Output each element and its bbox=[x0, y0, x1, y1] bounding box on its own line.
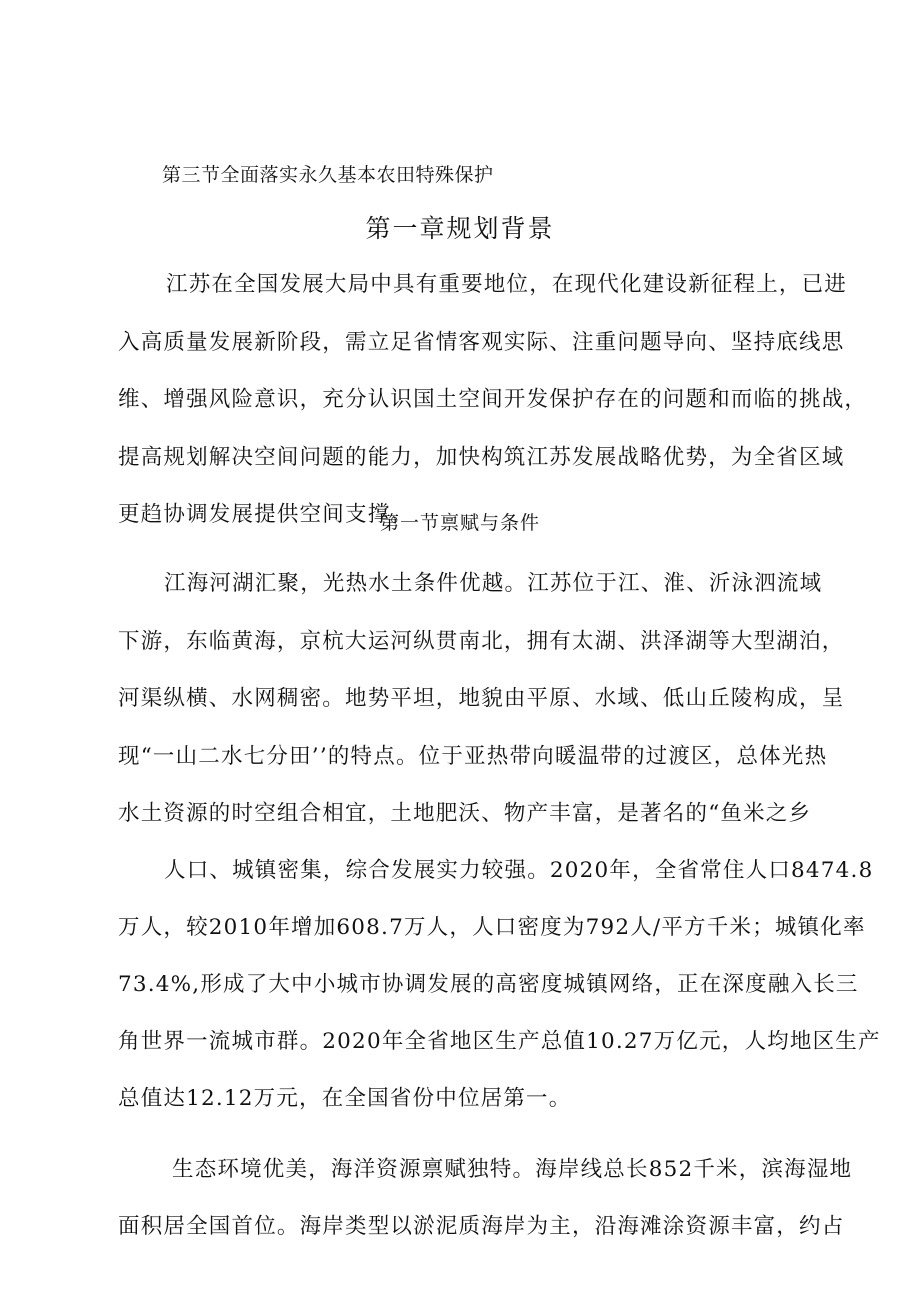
paragraph-line: 角世界一流城市群。2020年全省地区生产总值10.27万亿元，人均地区生产 bbox=[118, 1029, 881, 1054]
paragraph-line: 73.4%,形成了大中小城市协调发展的高密度城镇网络，正在深度融入长三 bbox=[118, 972, 859, 997]
paragraph-line: 现“一山二水七分田’’的特点。位于亚热带向暖温带的过渡区，总体光热 bbox=[118, 744, 828, 769]
paragraph-line: 更趋协调发展提供空间支撑。 bbox=[118, 502, 414, 527]
paragraph-line: 人口、城镇密集，综合发展实力较强。2020年，全省常住人口8474.8 bbox=[164, 858, 874, 883]
chapter-title: 第一章规划背景 bbox=[365, 214, 555, 243]
paragraph-line: 入高质量发展新阶段，需立足省情客观实际、注重问题导向、坚持底线思 bbox=[118, 330, 845, 355]
paragraph-line: 万人，较2010年增加608.7万人，人口密度为792人/平方千米；城镇化率 bbox=[118, 915, 866, 940]
paragraph-line: 总值达12.12万元，在全国省份中位居第一。 bbox=[118, 1086, 572, 1111]
toc-entry: 第三节全面落实永久基本农田特殊保护 bbox=[162, 164, 494, 186]
paragraph-line: 江苏在全国发展大局中具有重要地位，在现代化建设新征程上，已进 bbox=[166, 272, 848, 297]
paragraph-line: 水土资源的时空组合相宜，土地肥沃、物产丰富，是著名的“鱼米之乡 bbox=[118, 801, 812, 826]
paragraph-line: 提高规划解决空间问题的能力，加快构筑江苏发展战略优势，为全省区域 bbox=[118, 445, 845, 470]
paragraph-line: 面积居全国首位。海岸类型以淤泥质海岸为主，沿海滩涂资源丰富，约占 bbox=[118, 1214, 845, 1239]
paragraph-line: 下游，东临黄海，京杭大运河纵贯南北，拥有太湖、洪泽湖等大型湖泊， bbox=[118, 629, 845, 654]
paragraph-line: 生态环境优美，海洋资源禀赋独特。海岸线总长852千米，滨海湿地 bbox=[172, 1157, 853, 1182]
paragraph-line: 维、增强风险意识，充分认识国土空间开发保护存在的问题和而临的挑战， bbox=[118, 387, 868, 412]
paragraph-line: 江海河湖汇聚，光热水土条件优越。江苏位于江、淮、沂泳泗流域 bbox=[164, 571, 823, 596]
section-title: 第一节禀赋与条件 bbox=[379, 512, 540, 534]
paragraph-line: 河渠纵横、水网稠密。地势平坦，地貌由平原、水域、低山丘陵构成，呈 bbox=[118, 686, 845, 711]
